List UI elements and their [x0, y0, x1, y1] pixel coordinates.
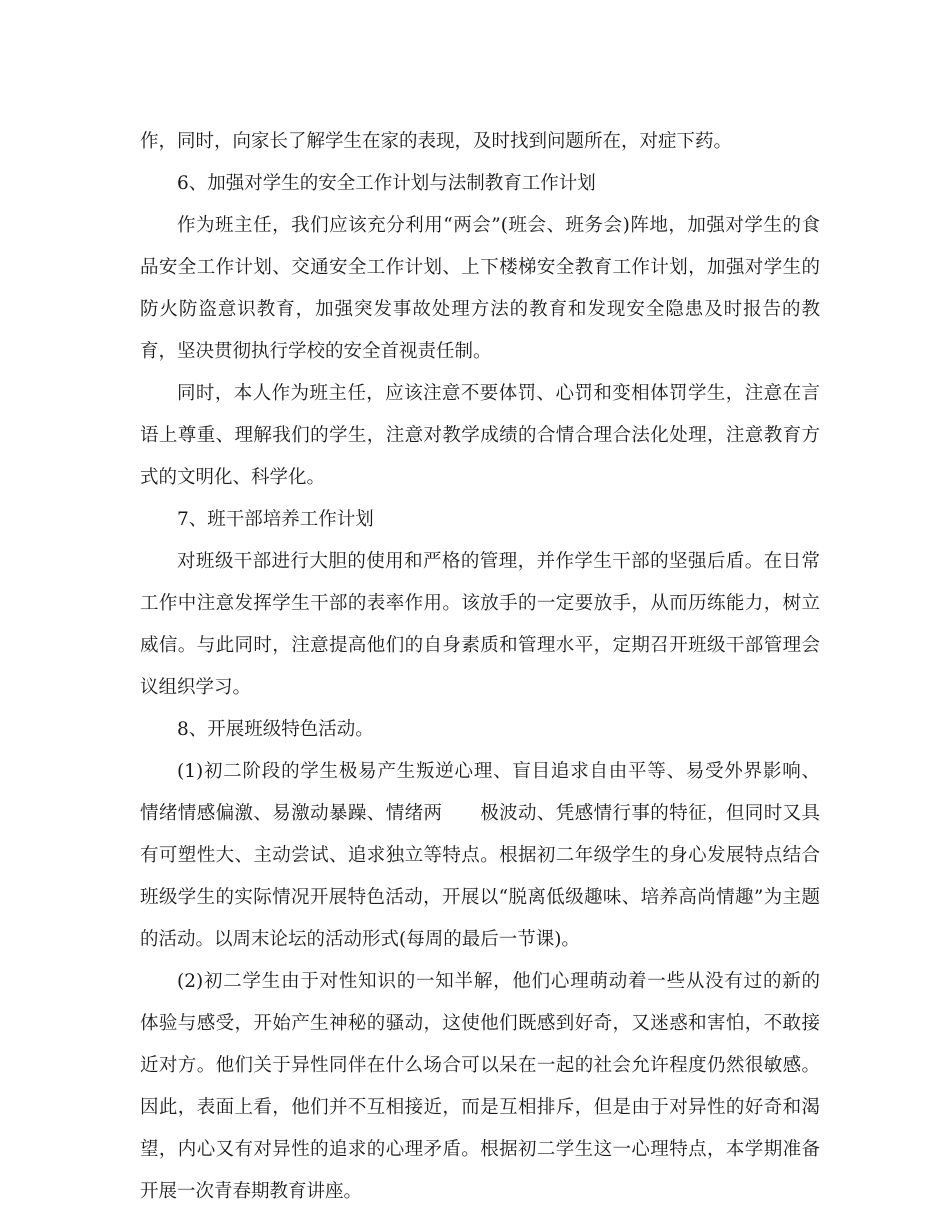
text-line: 品安全工作计划、交通安全工作计划、上下楼梯安全教育工作计划，加强对学生的 — [140, 257, 820, 278]
text-line: 作为班主任，我们应该充分利用“两会”(班会、班务会)阵地，加强对学生的食 — [177, 215, 820, 236]
text-line: 有可塑性大、主动尝试、追求独立等特点。根据初二年级学生的身心发展特点结合 — [140, 845, 820, 866]
section-heading: 7、班干部培养工作计划 — [177, 509, 374, 530]
text-line: 作，同时，向家长了解学生在家的表现，及时找到问题所在，对症下药。 — [140, 131, 733, 152]
text-line: 开展一次青春期教育讲座。 — [140, 1181, 363, 1202]
text-line: 威信。与此同时，注意提高他们的自身素质和管理水平，定期召开班级干部管理会 — [140, 635, 820, 656]
text-line: 的活动。以周末论坛的活动形式(每周的最后一节课)。 — [140, 929, 580, 950]
text-line: 班级学生的实际情况开展特色活动，开展以“脱离低级趣味、培养高尚情趣”为主题 — [140, 887, 820, 908]
text-line: 近对方。他们关于异性同伴在什么场合可以呆在一起的社会允许程度仍然很敏感。 — [140, 1055, 820, 1076]
text-line: 议组织学习。 — [140, 677, 252, 698]
text-line: 因此，表面上看，他们并不互相接近，而是互相排斥，但是由于对异性的好奇和渴 — [140, 1097, 820, 1118]
text-line: 对班级干部进行大胆的使用和严格的管理，并作学生干部的坚强后盾。在日常 — [177, 551, 820, 572]
text-line: 望，内心又有对异性的追求的心理矛盾。根据初二学生这一心理特点，本学期准备 — [140, 1139, 820, 1160]
text-line: 式的文明化、科学化。 — [140, 467, 326, 488]
text-line: 体验与感受，开始产生神秘的骚动，这使他们既感到好奇，又迷惑和害怕，不敢接 — [140, 1013, 820, 1034]
text-line: 工作中注意发挥学生干部的表率作用。该放手的一定要放手，从而历练能力，树立 — [140, 593, 820, 614]
text-line: 防火防盗意识教育，加强突发事故处理方法的教育和发现安全隐患及时报告的教 — [140, 299, 820, 320]
text-line: 语上尊重、理解我们的学生，注意对教学成绩的合情合理合法化处理，注意教育方 — [140, 425, 820, 446]
section-heading: 8、开展班级特色活动。 — [177, 719, 374, 740]
text-line: (2)初二学生由于对性知识的一知半解，他们心理萌动着一些从没有过的新的 — [177, 971, 820, 992]
text-line: 同时，本人作为班主任，应该注意不要体罚、心罚和变相体罚学生，注意在言 — [177, 383, 820, 404]
section-heading: 6、加强对学生的安全工作计划与法制教育工作计划 — [177, 173, 596, 194]
text-line: 育，坚决贯彻执行学校的安全首视责任制。 — [140, 341, 492, 362]
text-line: 情绪情感偏激、易激动暴躁、情绪两 极波动、凭感情行事的特征，但同时又具 — [140, 803, 820, 824]
text-line: (1)初二阶段的学生极易产生叛逆心理、盲目追求自由平等、易受外界影响、 — [177, 761, 820, 782]
